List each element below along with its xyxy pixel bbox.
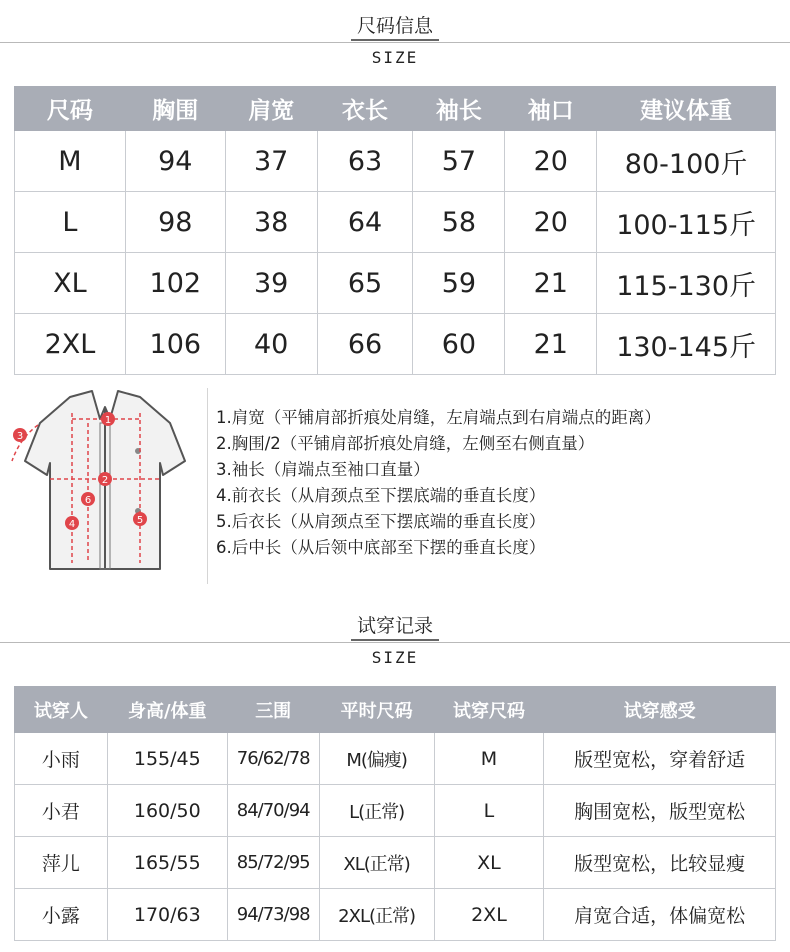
size-cell: 115-130斤 [597,253,776,314]
size-cell: 38 [225,192,317,253]
size-cell: 60 [413,314,505,375]
try-cell: 85/72/95 [227,837,319,889]
try-cell: 萍儿 [15,837,108,889]
table-row [15,253,776,314]
size-table [14,86,776,375]
try-section-subtitle: SIZE [371,648,419,667]
marker-5 [133,512,147,526]
size-header-cell: 尺码 [15,87,126,131]
try-cell: 76/62/78 [227,733,319,785]
size-header-cell: 衣长 [317,87,413,131]
size-cell: 102 [125,253,225,314]
svg-text:1: 1 [104,415,112,426]
size-header-cell: 袖长 [413,87,505,131]
note-item: 6.后中长（从后领中底部至下摆的垂直长度） [216,538,546,557]
try-cell: 84/70/94 [227,785,319,837]
size-header-cell: 袖口 [505,87,597,131]
try-cell: 小君 [15,785,108,837]
try-cell: XL(正常) [319,837,434,889]
try-header-cell: 三围 [227,687,319,733]
size-cell: 39 [225,253,317,314]
size-cell: 20 [505,192,597,253]
size-cell: 59 [413,253,505,314]
size-cell: 130-145斤 [597,314,776,375]
size-cell: 2XL [15,314,126,375]
size-cell: 94 [125,131,225,192]
size-header-cell: 肩宽 [225,87,317,131]
try-table-header-row [15,687,776,733]
marker-3 [13,428,27,442]
table-row [15,314,776,375]
marker-4 [65,516,79,530]
try-cell: 小露 [15,889,108,941]
try-section-title: 试穿记录 [351,613,439,641]
try-header-cell: 试穿人 [15,687,108,733]
size-table-header-row [15,87,776,131]
size-cell: 100-115斤 [597,192,776,253]
svg-text:5: 5 [136,515,144,526]
size-header-rule [0,42,790,43]
note-item: 2.胸围/2（平铺肩部折痕处肩缝，左侧至右侧直量） [216,434,595,453]
size-cell: M [15,131,126,192]
table-row [15,785,776,837]
try-cell: XL [434,837,544,889]
size-cell: 21 [505,253,597,314]
size-cell: 64 [317,192,413,253]
try-cell: L(正常) [319,785,434,837]
try-cell: M [434,733,544,785]
try-cell: M(偏瘦) [319,733,434,785]
try-cell: L [434,785,544,837]
svg-text:4: 4 [68,519,76,530]
size-cell: XL [15,253,126,314]
size-header-cell: 胸围 [125,87,225,131]
size-cell: 80-100斤 [597,131,776,192]
table-row [15,837,776,889]
marker-2 [98,472,112,486]
try-cell: 肩宽合适，体偏宽松 [544,889,776,941]
size-cell: L [15,192,126,253]
size-cell: 98 [125,192,225,253]
diagram-divider [207,388,208,584]
size-cell: 37 [225,131,317,192]
try-header-cell: 试穿尺码 [434,687,544,733]
note-item: 1.肩宽（平铺肩部折痕处肩缝，左肩端点到右肩端点的距离） [216,408,661,427]
shirt-measurement-diagram [0,383,210,583]
measurement-notes [216,405,661,561]
try-header-rule [0,642,790,643]
table-row [15,889,776,941]
size-cell: 57 [413,131,505,192]
size-section-subtitle: SIZE [371,48,419,67]
size-cell: 40 [225,314,317,375]
svg-text:2: 2 [101,475,109,486]
note-item: 3.袖长（肩端点至袖口直量） [216,460,430,479]
marker-1 [101,412,115,426]
size-cell: 63 [317,131,413,192]
try-cell: 160/50 [107,785,227,837]
try-cell: 2XL(正常) [319,889,434,941]
try-cell: 胸围宽松，版型宽松 [544,785,776,837]
size-cell: 20 [505,131,597,192]
size-cell: 66 [317,314,413,375]
try-cell: 165/55 [107,837,227,889]
note-item: 5.后衣长（从肩颈点至下摆底端的垂直长度） [216,512,546,531]
try-cell: 版型宽松，比较显瘦 [544,837,776,889]
try-cell: 170/63 [107,889,227,941]
size-section-title: 尺码信息 [351,13,439,41]
svg-text:3: 3 [16,431,24,442]
size-header-cell: 建议体重 [597,87,776,131]
try-header-cell: 身高/体重 [107,687,227,733]
size-cell: 106 [125,314,225,375]
try-cell: 2XL [434,889,544,941]
size-cell: 21 [505,314,597,375]
table-row [15,192,776,253]
try-cell: 94/73/98 [227,889,319,941]
svg-text:6: 6 [84,495,92,506]
try-cell: 版型宽松，穿着舒适 [544,733,776,785]
table-row [15,131,776,192]
try-header-cell: 平时尺码 [319,687,434,733]
try-cell: 小雨 [15,733,108,785]
table-row [15,733,776,785]
try-on-table [14,686,776,941]
size-cell: 58 [413,192,505,253]
note-item: 4.前衣长（从肩颈点至下摆底端的垂直长度） [216,486,546,505]
size-cell: 65 [317,253,413,314]
marker-6 [81,492,95,506]
try-cell: 155/45 [107,733,227,785]
try-header-cell: 试穿感受 [544,687,776,733]
